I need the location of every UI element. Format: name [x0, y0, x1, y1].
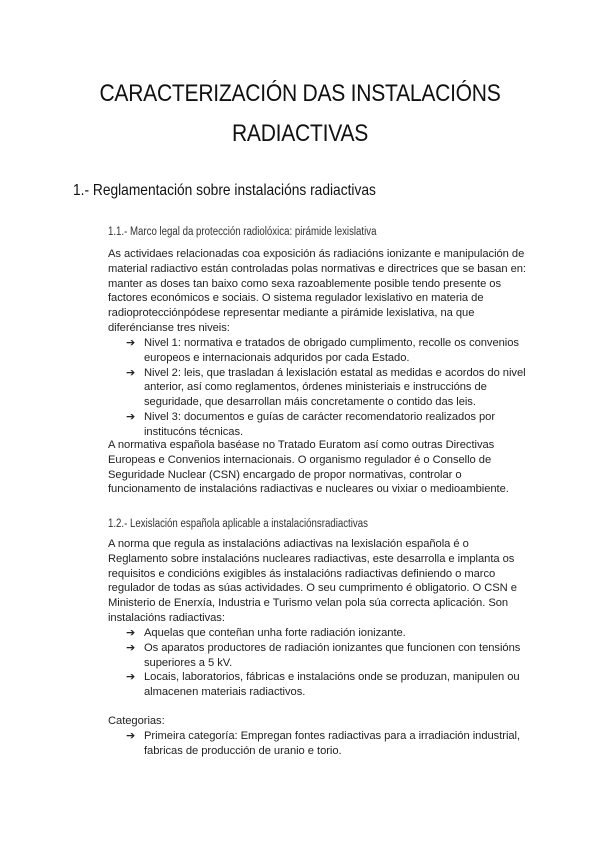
right-arrow-icon: ➔ [126, 671, 136, 684]
right-arrow-icon: ➔ [126, 627, 136, 639]
subsection-heading-1: 1.1.- Marco legal da protección radiolóxica: pirámide lexislativa [108, 226, 377, 238]
title-line-2: RADIACTIVAS [231, 120, 369, 147]
section-heading: 1.- Reglamentación sobre instalacións radiactivas [73, 182, 376, 199]
list-item: ➔ Primeira categoría: Empregan fontes radiactivas para a irradiación industrial, fabricas de producción de uranio e torio. [126, 730, 521, 757]
list-item: ➔ Locais, laboratorios, fábricas e instalacións onde se produzan, manipulen ou almacenen materiais radiactivos. [126, 671, 520, 699]
list-item: ➔ Os aparatos productores de radiación ionizantes que funcionen con tensións superiores a 5 kV. [126, 641, 521, 669]
list-item: ➔ Nivel 2: leis, que trasladan á lexislación estatal as medidas e acordos do nivel anterior, así como reglamentos, órdenes ministeriais e instruccións de seguridade, que desarrollan máis concretamente o contido das leis. [126, 366, 526, 409]
list-item: ➔ Nivel 1: normativa e tratados de obrigado cumplimento, recolle os convenios europeos e internacionais adquridos por cada Estado. [126, 337, 519, 364]
categorias-label: Categorias: [108, 715, 165, 727]
categories-list [126, 729, 528, 759]
levels-list [126, 336, 528, 440]
title-line-1: CARACTERIZACIÓN DAS INSTALACIÓNS [99, 80, 501, 107]
paragraph-normativa: A normativa española baséase no Tratado Euratom así como outras Directivas Europeas e Convenios internacionais. O organismo regulador é o Consello de Seguridade Nuclear (CSN) encargado de propor normativas, controlar o funcionamento de instalacións radiactivas e nucleares ou vixiar o medioambiente. [108, 439, 509, 496]
installations-list [126, 626, 528, 700]
list-item: ➔ Aquelas que conteñan unha forte radiación ionizante. [126, 627, 406, 639]
list-item: ➔ Nivel 3: documentos e guías de carácter recomendatorio realizados por institucóns técnicas. [126, 410, 496, 438]
right-arrow-icon: ➔ [126, 337, 136, 349]
document-title [60, 74, 540, 154]
right-arrow-icon: ➔ [126, 730, 136, 742]
subsection-heading-2: 1.2.- Lexislación española aplicable a instalaciónsradiactivas [108, 518, 368, 530]
right-arrow-icon: ➔ [126, 410, 136, 423]
paragraph-norma: A norma que regula as instalacións adiactivas na lexislación española é o Reglamento sobre instalacións nucleares radiactivas, este desarrolla e implanta os requisitos e condicións exigibles ás instalacións radiactivas definiendo o marco regulador de todas as súas actividades. O seu cumprimento é obligatorio. O CSN e Ministerio de Enerxía, Industria e Turismo velan pola súa correcta aplicación. Son instalacións radiactivas: [108, 538, 517, 624]
right-arrow-icon: ➔ [126, 366, 136, 379]
paragraph-intro: As actividaes relacionadas coa exposición ás radiacións ionizante e manipulación de material radiactivo están controladas polas normativas e directrices que se basan en: manter as doses tan baixo como sexa razoablemente posible tendo presente os factores económicos e sociais. O sistema regulador lexislativo en materia de radioprotecciónpódese representar mediante a pirámide lexislativa, na que diferéncianse tres niveis: [108, 248, 526, 334]
right-arrow-icon: ➔ [126, 641, 136, 654]
